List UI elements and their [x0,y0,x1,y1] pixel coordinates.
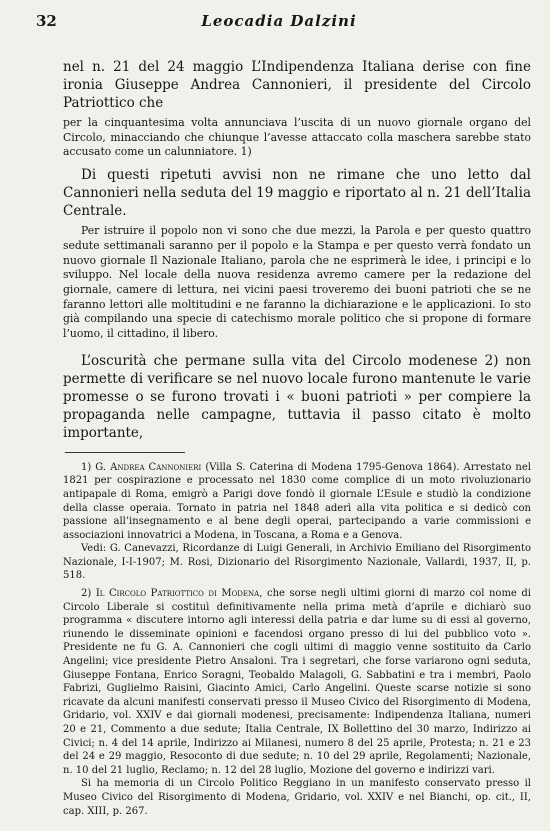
running-title: Leocadia Dalzini [201,12,357,30]
paragraph-3: L’oscurità che permane sulla vita del Circolo modenese 2) non permette di verificare se nel nuovo locale furono mantenute le varie promesse o se furono trovati i « buoni patrioti » per compiere la propaganda nelle campagne, tuttavia il passo citato è molto importante, [63,352,531,441]
quotation-1: per la cinquantesima volta annunciava l’uscita di un nuovo giornale organo del Circolo, minacciando che chiunque l’avesse attaccato colla maschera sarebbe stato accusato come un calunniatore. 1) [63,116,531,159]
page-header [36,12,522,34]
footnote-2-text: che sorse negli ultimi giorni di marzo col nome di Circolo Liberale si costituì definitivamente nella prima metà d’aprile e dichiarò suo programma « discutere intorno agli interessi della patria e dar lume su di essi al governo, riunendo le disseminate opinioni e facendosi organo presso di lui del pubblico voto ». Presidente ne fu G. A. Cannonieri che cogli ultimi di maggio venne sostituito da Carlo Angelini; vice presidente Pietro Ansaloni. Tra i segretari, che forse variarono ogni seduta, Giuseppe Fontana, Enrico Soragni, Teobaldo Malagoli, G. Sabbatini e tra i membri, Paolo Fabrizi, Guglielmo Raisini, Giacinto Amici, Carlo Angelini. Queste scarse notizie si sono ricavate da alcuni manifesti conservati presso il Museo Civico del Risorgimento di Modena, Gridario, vol. XXIV e dai giornali modenesi, precisamente: Indipendenza Italiana, numeri 20 e 21, Commento a due sedute; Italia Centrale, IX Bollettino del 30 marzo, Indirizzo ai Civici; n. 4 del 14 aprile, Indirizzo ai Milanesi, numero 8 del 25 aprile, Protesta; n. 21 e 23 del 24 e 29 maggio, Resoconto di due sedute; n. 10 del 29 aprile, Regolamenti; Nazionale, n. 10 del 21 luglio, Reclamo; n. 12 del 28 luglio, Mozione del governo e indirizzi vari. [63,588,531,776]
page-body [63,58,531,818]
footnote-1 [63,461,531,543]
footnote-1-text: (Villa S. Caterina di Modena 1795-Genova 1864). Arrestato nel 1821 per cospirazione e processato nel 1830 come complice di un moto rivoluzionario antipapale di Roma, emigrò a Parigi dove fondò il giornale L’Esule e studiò la condizione della classe operaia. Tornato in patria nel 1848 aderì alla vita politica e si dedicò con passione all’insegnamento e al bene degli operai, partecipando a varie commissioni e associazioni innovatrici a Modena, in Toscana, a Roma e a Genova. [63,461,531,541]
footnote-2-continuation: Si ha memoria di un Circolo Politico Reggiano in un manifesto conservato presso il Museo Civico del Risorgimento di Modena, Gridario, vol. XXIV e nel Bianchi, op. cit., II, cap. XIII, p. 267. [63,778,531,817]
paragraph-1: nel n. 21 del 24 maggio L’Indipendenza Italiana derise con fine ironia Giuseppe Andrea Cannonieri, il presidente del Circolo Patriottico che [63,59,531,111]
footnote-2-lead: 2) Il Circolo Patriottico di Modena, [81,588,263,600]
footnote-1-references: Vedi: G. Canevazzi, Ricordanze di Luigi Generali, in Archivio Emiliano del Risorgimento Nazionale, I-I-1907; M. Rosi, Dizionario del Risorgimento Nazionale, Vallardi, 1937, II, p. 518. [63,543,531,582]
quotation-2: Per istruire il popolo non vi sono che due mezzi, la Parola e per questo quattro sedute settimanali saranno per il popolo e la Stampa e per questo verrà fondato un nuovo giornale Il Nazionale Italiano, parola che ne esprimerà le idee, i principi e lo sviluppo. Nel locale della nuova residenza avremo camere per la redazione del giornale, camere di lettura, nei vicini paesi troveremo dei buoni patrioti che se ne faranno lettori alle moltitudini e ne faranno la dichiarazione e le applicazioni. Io sto già compilando una specie di catechismo morale politico che si propone di formare l’uomo, il cittadino, il libero. [63,224,531,341]
page-number: 32 [36,12,57,30]
footnote-2 [63,587,531,777]
footnote-1-lead: 1) G. Andrea Cannonieri [81,461,202,473]
paragraph-2: Di questi ripetuti avvisi non ne rimane che uno letto dal Cannonieri nella seduta del 19 maggio e riportato al n. 21 dell’Italia Centrale. [63,167,531,220]
footnote-rule [65,452,185,453]
